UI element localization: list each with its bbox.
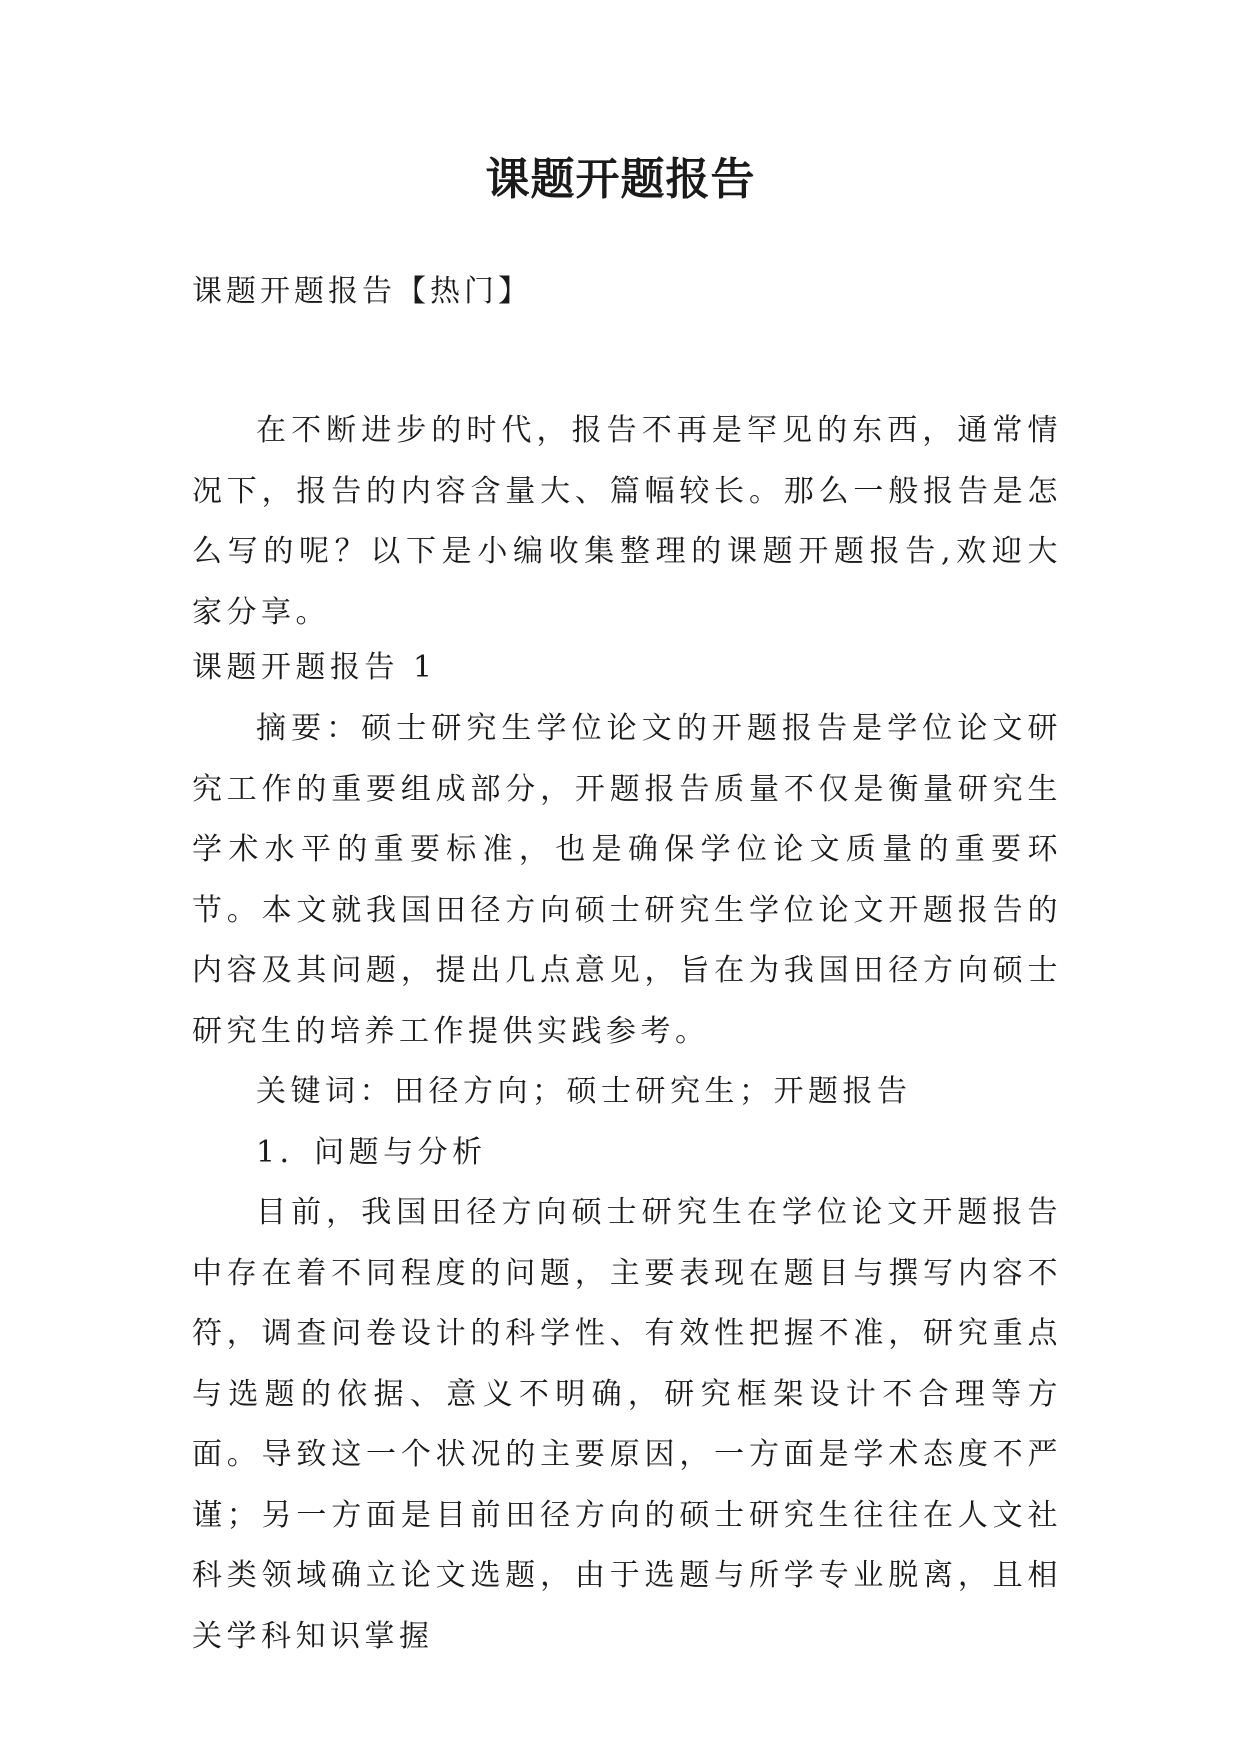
document-subtitle: 课题开题报告【热门】 xyxy=(192,274,532,309)
report-body xyxy=(192,699,1062,1667)
analysis-paragraph: 目前，我国田径方向硕士研究生在学位论文开题报告中存在着不同程度的问题，主要表现在题目与撰写内容不符，调查问卷设计的科学性、有效性把握不准，研究重点与选题的依据、意义不明确，研究框架设计不合理等方面。导致这一个状况的主要原因，一方面是学术态度不严谨；另一方面是目前田径方向的硕士研究生往往在人文社科类领域确立论文选题，由于选题与所学专业脱离，且相关学科知识掌握 xyxy=(192,1195,1062,1654)
point-heading: 1．问题与分析 xyxy=(256,1134,487,1170)
report-section-header xyxy=(192,638,1062,699)
section-heading: 课题开题报告 1 xyxy=(192,650,437,685)
intro-paragraph: 在不断进步的时代，报告不再是罕见的东西，通常情况下，报告的内容含量大、篇幅较长。那么一般报告是怎么写的呢？以下是小编收集整理的课题开题报告,欢迎大家分享。 xyxy=(192,413,1062,630)
abstract-paragraph: 摘要：硕士研究生学位论文的开题报告是学位论文研究工作的重要组成部分，开题报告质量不仅是衡量研究生学术水平的重要标准，也是确保学位论文质量的重要环节。本文就我国田径方向硕士研究生学位论文开题报告的内容及其问题，提出几点意见，旨在为我国田径方向硕士研究生的培养工作提供实践参考。 xyxy=(192,711,1062,1049)
document-title: 课题开题报告 xyxy=(485,154,756,205)
intro-section xyxy=(192,401,1062,643)
keywords-paragraph: 关键词：田径方向；硕士研究生；开题报告 xyxy=(256,1074,912,1109)
